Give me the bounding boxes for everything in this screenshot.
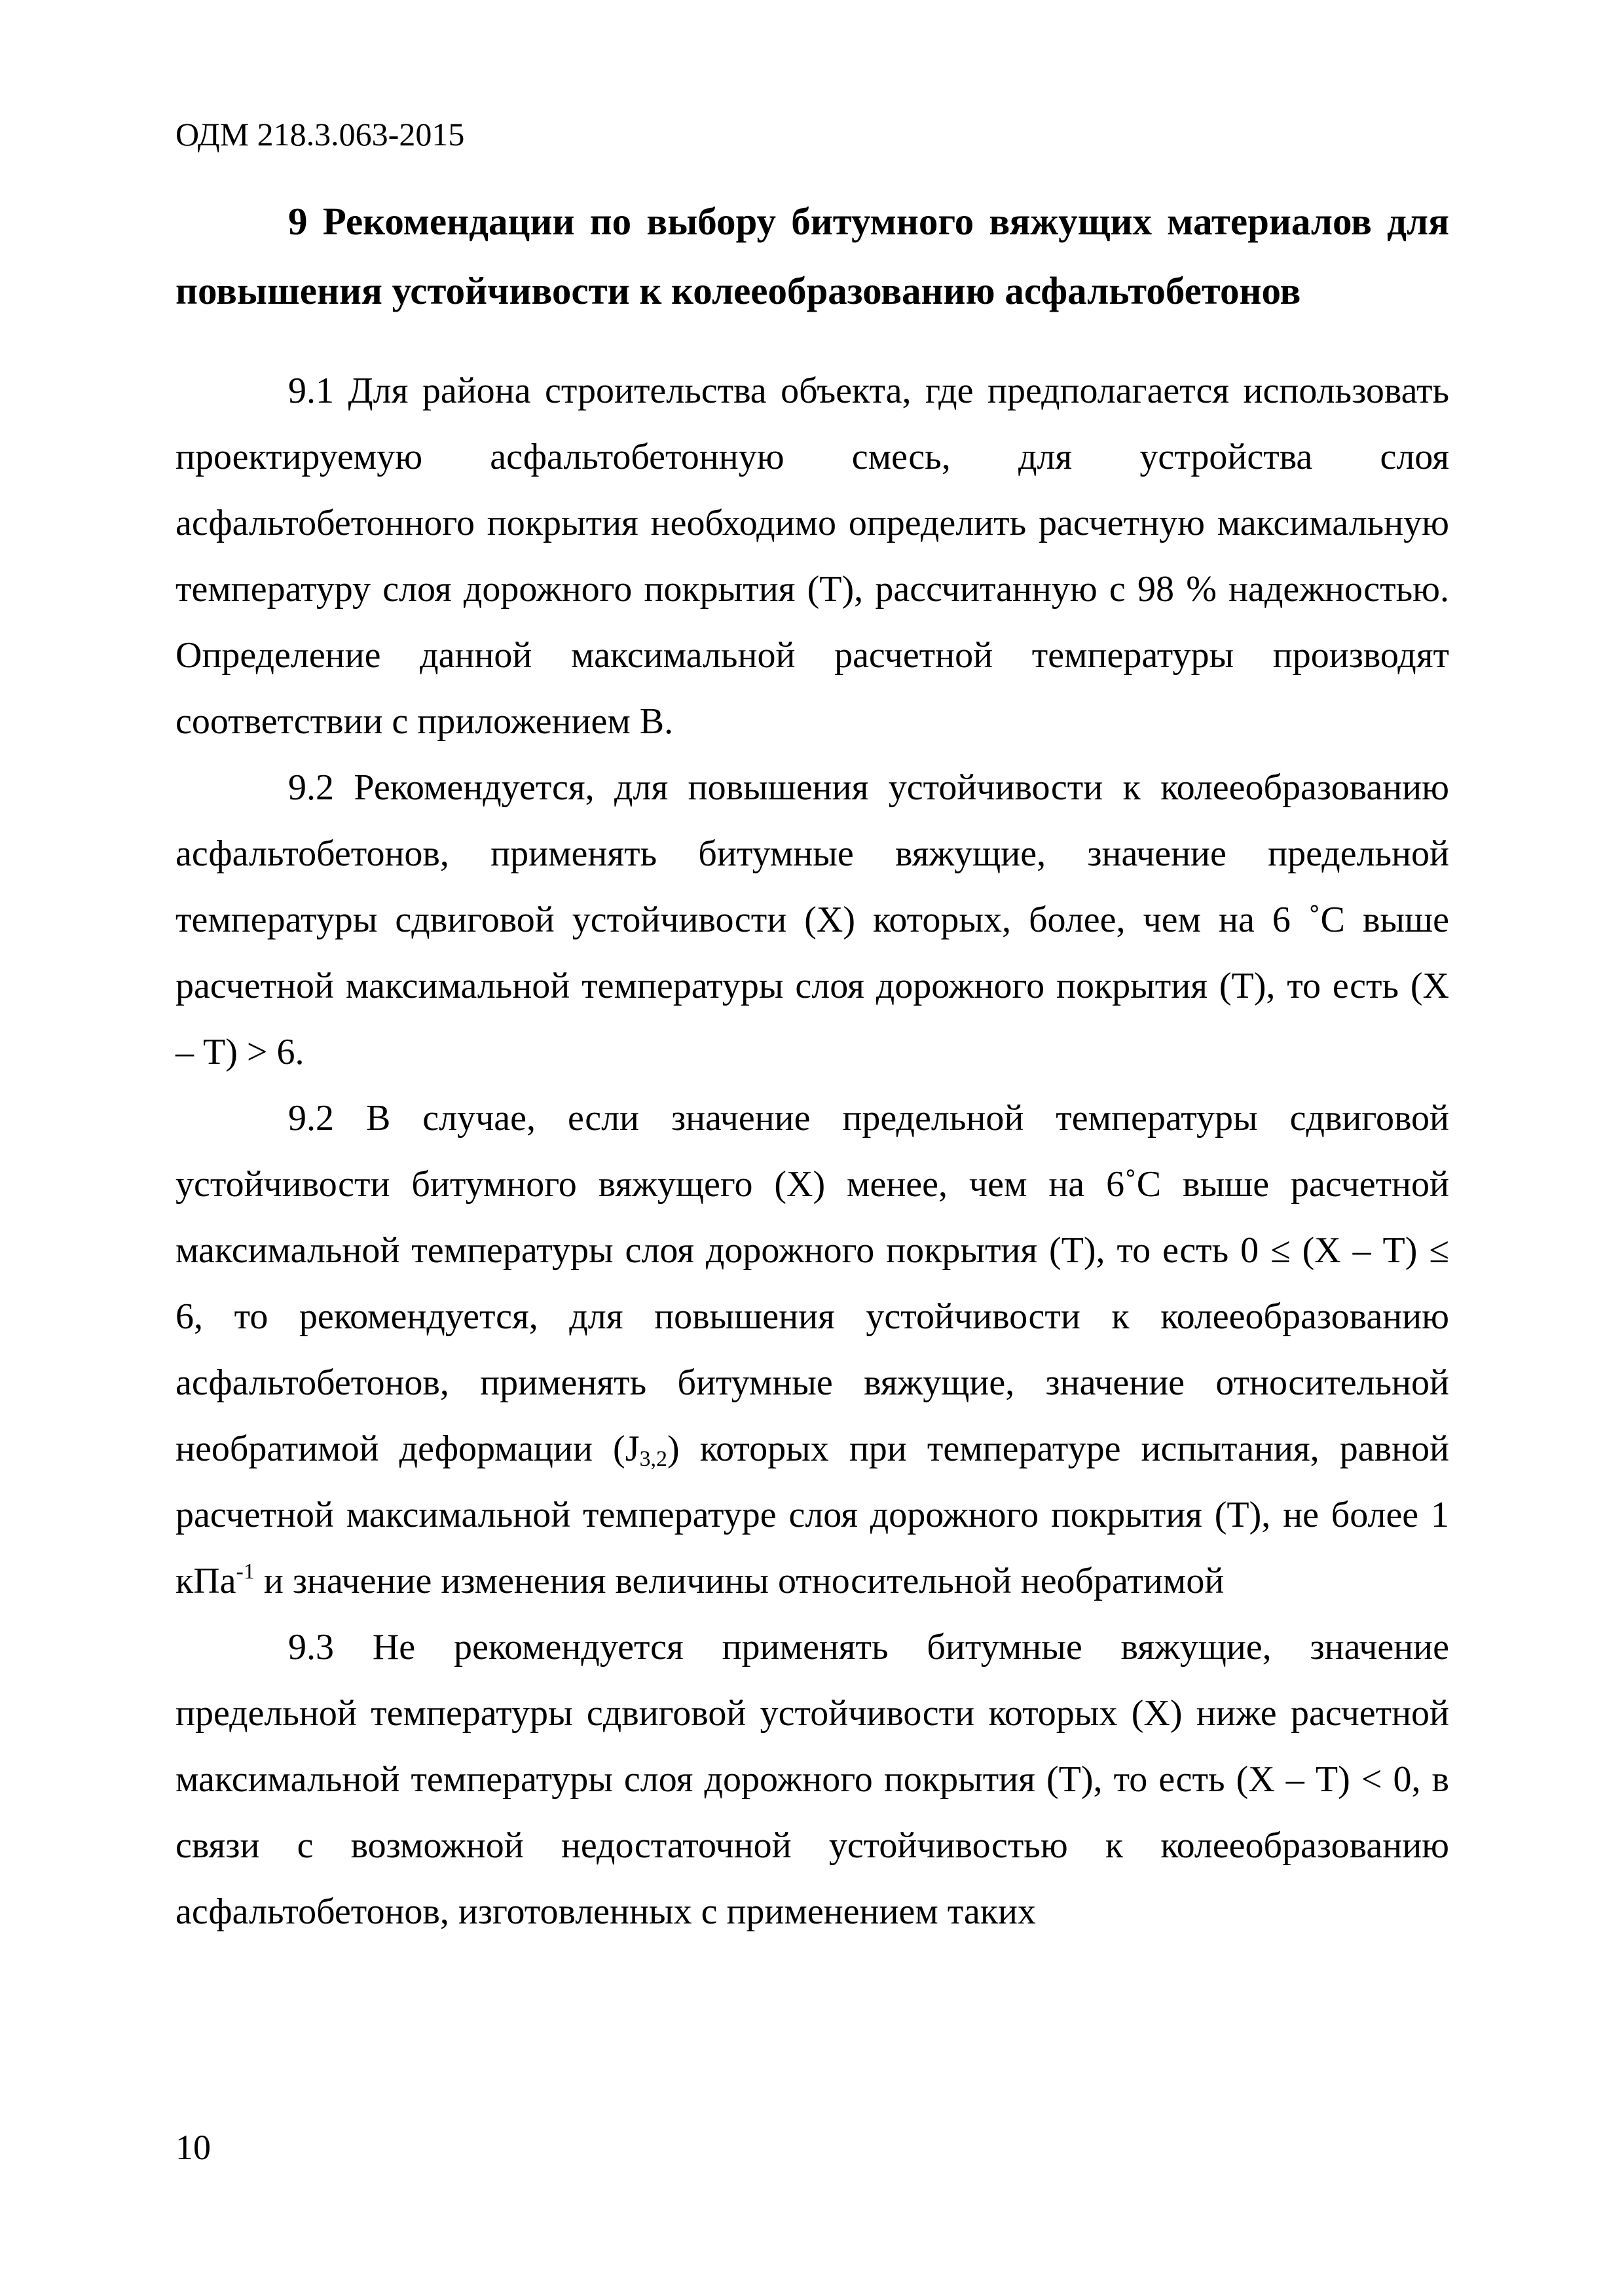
document-code: ОДМ 218.3.063-2015 (175, 116, 465, 153)
section-heading: 9 Рекомендации по выбору битумного вяжущих материалов для повышения устойчивости к колееобразованию асфальтобетонов (175, 200, 1449, 312)
paragraph-text: и значение изменения величины относительной необратимой (254, 1561, 1225, 1601)
paragraph-text: 9.2 В случае, если значение предельной температуры сдвиговой устойчивости битумного вяжущего (Х) менее, чем на 6˚С выше расчетной максимальной температуры слоя дорожного покрытия (Т), то есть 0 ≤ (Х – Т) ≤ 6, то рекомендуется, для повышения устойчивости к колееобразованию асфальтобетонов, применять битумные вяжущие, значение относительной необратимой деформации (J (175, 1098, 1449, 1469)
paragraph-9-1: 9.1 Для района строительства объекта, где предполагается использовать проектируемую асфальтобетонную смесь, для устройства слоя асфальтобетонного покрытия необходимо определить расчетную максимальную температуру слоя дорожного покрытия (Т), рассчитанную с 98 % надежностью. Определение данной максимальной расчетной температуры производят соответствии с приложением В. (175, 371, 1449, 742)
page-content (175, 187, 1449, 1945)
paragraph-9-3: 9.3 Не рекомендуется применять битумные вяжущие, значение предельной температуры сдвиговой устойчивости которых (Х) ниже расчетной максимальной температуры слоя дорожного покрытия (Т), то есть (Х – Т) < 0, в связи с возможной недостаточной устойчивостью к колееобразованию асфальтобетонов, изготовленных с применением таких (175, 1627, 1449, 1932)
paragraph-text: ) которых при температуре испытания, равной расчетной максимальной температуре слоя дорожного покрытия (Т), не более 1 кПа (175, 1429, 1450, 1601)
paragraph-9-2-recommended: 9.2 Рекомендуется, для повышения устойчивости к колееобразованию асфальтобетонов, применять битумные вяжущие, значение предельной температуры сдвиговой устойчивости (Х) которых, более, чем на 6 ˚С выше расчетной максимальной температуры слоя дорожного покрытия (Т), то есть (Х – Т) > 6. (175, 767, 1449, 1072)
subscript-index: 3,2 (639, 1447, 667, 1471)
page-number: 10 (175, 2128, 211, 2167)
superscript-exponent: -1 (236, 1559, 255, 1584)
paragraph-9-2-case (175, 1085, 1449, 1614)
